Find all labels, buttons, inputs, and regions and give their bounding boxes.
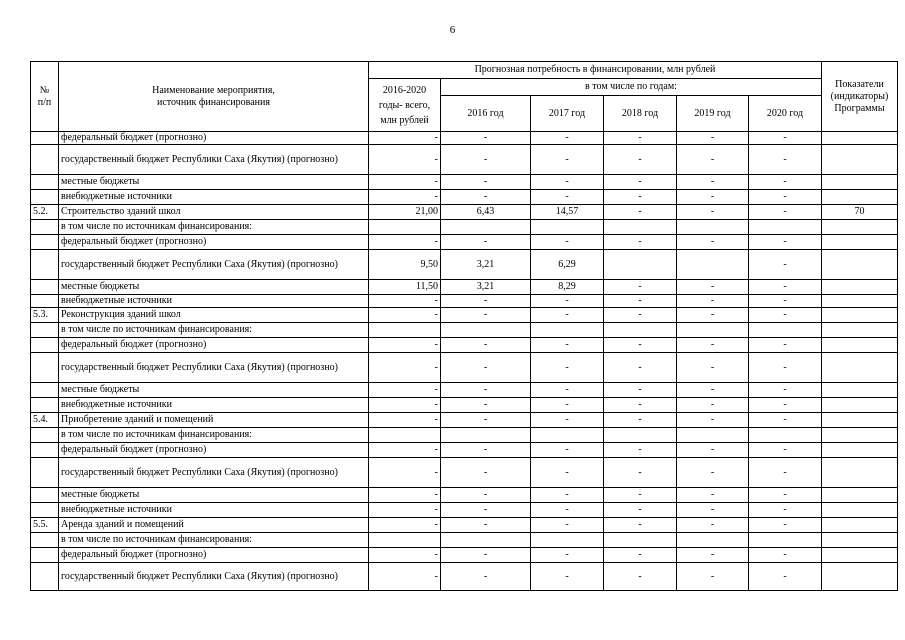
- row-number: 5.4.: [31, 413, 59, 428]
- row-year-value: -: [531, 145, 604, 175]
- row-total: [369, 428, 441, 443]
- row-year-value: -: [677, 145, 749, 175]
- row-year-value: -: [531, 503, 604, 518]
- row-total: -: [369, 338, 441, 353]
- row-indicator: [822, 398, 898, 413]
- row-name: федеральный бюджет (прогнозно): [59, 235, 369, 250]
- table-row: [31, 220, 898, 235]
- row-number: [31, 503, 59, 518]
- row-number: 5.3.: [31, 308, 59, 323]
- row-year-value: -: [531, 383, 604, 398]
- row-year-value: -: [749, 443, 822, 458]
- row-number: [31, 443, 59, 458]
- row-year-value: 8,29: [531, 280, 604, 295]
- row-name: федеральный бюджет (прогнозно): [59, 338, 369, 353]
- row-total: [369, 323, 441, 338]
- row-number: 5.2.: [31, 205, 59, 220]
- row-year-value: [441, 323, 531, 338]
- row-year-value: -: [604, 280, 677, 295]
- row-year-value: -: [749, 503, 822, 518]
- row-year-value: -: [604, 145, 677, 175]
- row-year-value: -: [604, 205, 677, 220]
- financing-table: [30, 61, 898, 591]
- row-year-value: -: [604, 338, 677, 353]
- row-year-value: -: [441, 132, 531, 145]
- row-name: федеральный бюджет (прогнозно): [59, 132, 369, 145]
- row-name: местные бюджеты: [59, 280, 369, 295]
- row-name: в том числе по источникам финансирования:: [59, 220, 369, 235]
- row-name: государственный бюджет Республики Саха (Якутия) (прогнозно): [59, 353, 369, 383]
- row-year-value: -: [441, 175, 531, 190]
- row-year-value: [531, 323, 604, 338]
- row-year-value: [749, 323, 822, 338]
- table-row: [31, 132, 898, 145]
- row-year-value: -: [604, 383, 677, 398]
- row-year-value: 6,43: [441, 205, 531, 220]
- row-total: [369, 533, 441, 548]
- row-year-value: -: [677, 308, 749, 323]
- table-row: [31, 503, 898, 518]
- table-row: [31, 353, 898, 383]
- row-indicator: [822, 235, 898, 250]
- row-year-value: 3,21: [441, 280, 531, 295]
- row-number: [31, 398, 59, 413]
- row-year-value: -: [441, 458, 531, 488]
- table-row: [31, 563, 898, 591]
- table-row: [31, 443, 898, 458]
- row-year-value: 14,57: [531, 205, 604, 220]
- row-year-value: [677, 428, 749, 443]
- row-year-value: -: [749, 518, 822, 533]
- row-year-value: -: [677, 458, 749, 488]
- table-row: [31, 280, 898, 295]
- row-year-value: [677, 323, 749, 338]
- table-row: [31, 488, 898, 503]
- row-year-value: -: [749, 295, 822, 308]
- table-row: [31, 145, 898, 175]
- row-indicator: [822, 413, 898, 428]
- row-year-value: -: [677, 383, 749, 398]
- row-year-value: -: [677, 548, 749, 563]
- row-year-value: -: [677, 338, 749, 353]
- row-year-value: -: [749, 280, 822, 295]
- row-name: государственный бюджет Республики Саха (Якутия) (прогнозно): [59, 250, 369, 280]
- row-total: -: [369, 175, 441, 190]
- row-number: [31, 132, 59, 145]
- row-year-value: [531, 533, 604, 548]
- row-total: -: [369, 443, 441, 458]
- row-year-value: [604, 323, 677, 338]
- row-name: Аренда зданий и помещений: [59, 518, 369, 533]
- row-year-value: -: [531, 295, 604, 308]
- page-number: 6: [449, 24, 456, 36]
- row-name: Реконструкция зданий школ: [59, 308, 369, 323]
- row-year-value: [604, 533, 677, 548]
- row-year-value: -: [677, 295, 749, 308]
- row-year-value: -: [604, 308, 677, 323]
- row-indicator: [822, 458, 898, 488]
- row-total: -: [369, 383, 441, 398]
- row-year-value: -: [604, 488, 677, 503]
- row-name: местные бюджеты: [59, 175, 369, 190]
- row-year-value: -: [677, 280, 749, 295]
- row-number: [31, 220, 59, 235]
- row-indicator: [822, 428, 898, 443]
- row-total: [369, 220, 441, 235]
- row-number: [31, 295, 59, 308]
- row-name: государственный бюджет Республики Саха (Якутия) (прогнозно): [59, 458, 369, 488]
- row-year-value: -: [749, 338, 822, 353]
- row-indicator: [822, 338, 898, 353]
- row-year-value: -: [531, 175, 604, 190]
- row-year-value: -: [604, 190, 677, 205]
- table-row: [31, 383, 898, 398]
- row-year-value: -: [604, 132, 677, 145]
- row-indicator: [822, 175, 898, 190]
- row-indicator: [822, 190, 898, 205]
- row-year-value: -: [531, 518, 604, 533]
- row-total: -: [369, 145, 441, 175]
- row-year-value: [531, 220, 604, 235]
- row-total: -: [369, 295, 441, 308]
- row-year-value: -: [531, 353, 604, 383]
- row-year-value: -: [604, 548, 677, 563]
- row-year-value: [677, 220, 749, 235]
- header-year: 2018 год: [604, 96, 677, 132]
- row-indicator: [822, 488, 898, 503]
- row-year-value: -: [749, 190, 822, 205]
- row-year-value: -: [531, 488, 604, 503]
- row-total: -: [369, 308, 441, 323]
- row-year-value: -: [604, 235, 677, 250]
- row-year-value: -: [604, 175, 677, 190]
- row-number: [31, 548, 59, 563]
- row-name: в том числе по источникам финансирования:: [59, 533, 369, 548]
- row-number: [31, 488, 59, 503]
- row-total: -: [369, 413, 441, 428]
- row-year-value: -: [441, 413, 531, 428]
- row-name: Строительство зданий школ: [59, 205, 369, 220]
- row-year-value: -: [604, 563, 677, 591]
- row-year-value: [677, 250, 749, 280]
- row-total: -: [369, 235, 441, 250]
- row-year-value: -: [677, 413, 749, 428]
- row-year-value: -: [441, 338, 531, 353]
- row-year-value: -: [677, 563, 749, 591]
- row-year-value: -: [531, 308, 604, 323]
- row-year-value: -: [441, 353, 531, 383]
- header-forecast: Прогнозная потребность в финансировании, млн рублей: [369, 62, 822, 79]
- row-year-value: -: [749, 235, 822, 250]
- row-indicator: [822, 250, 898, 280]
- table-body: [31, 132, 898, 591]
- row-year-value: -: [531, 458, 604, 488]
- table-row: [31, 518, 898, 533]
- row-year-value: -: [677, 190, 749, 205]
- row-name: местные бюджеты: [59, 488, 369, 503]
- row-indicator: [822, 308, 898, 323]
- table-row: [31, 295, 898, 308]
- row-year-value: -: [531, 132, 604, 145]
- row-year-value: -: [604, 518, 677, 533]
- row-number: [31, 428, 59, 443]
- row-indicator: [822, 563, 898, 591]
- row-indicator: [822, 353, 898, 383]
- row-year-value: -: [441, 548, 531, 563]
- row-number: [31, 458, 59, 488]
- row-year-value: -: [604, 353, 677, 383]
- row-year-value: -: [749, 132, 822, 145]
- row-number: [31, 145, 59, 175]
- header-year: 2017 год: [531, 96, 604, 132]
- row-name: внебюджетные источники: [59, 398, 369, 413]
- row-year-value: -: [749, 563, 822, 591]
- row-year-value: -: [604, 503, 677, 518]
- row-year-value: [677, 533, 749, 548]
- row-year-value: -: [677, 353, 749, 383]
- row-total: 9,50: [369, 250, 441, 280]
- row-year-value: 6,29: [531, 250, 604, 280]
- row-year-value: -: [749, 548, 822, 563]
- row-name: государственный бюджет Республики Саха (Якутия) (прогнозно): [59, 145, 369, 175]
- row-indicator: [822, 383, 898, 398]
- table-row: [31, 338, 898, 353]
- row-year-value: [441, 428, 531, 443]
- row-year-value: -: [531, 398, 604, 413]
- row-number: [31, 563, 59, 591]
- row-year-value: -: [531, 190, 604, 205]
- row-number: [31, 323, 59, 338]
- row-year-value: -: [677, 488, 749, 503]
- row-year-value: -: [749, 458, 822, 488]
- row-year-value: -: [749, 353, 822, 383]
- header-by-years: в том числе по годам:: [441, 79, 822, 96]
- row-indicator: [822, 518, 898, 533]
- row-year-value: -: [604, 295, 677, 308]
- row-name: федеральный бюджет (прогнозно): [59, 443, 369, 458]
- row-year-value: -: [604, 458, 677, 488]
- row-name: местные бюджеты: [59, 383, 369, 398]
- row-year-value: -: [531, 413, 604, 428]
- row-year-value: -: [531, 235, 604, 250]
- row-year-value: [531, 428, 604, 443]
- table-row: [31, 175, 898, 190]
- row-total: 21,00: [369, 205, 441, 220]
- row-name: государственный бюджет Республики Саха (Якутия) (прогнозно): [59, 563, 369, 591]
- row-name: федеральный бюджет (прогнозно): [59, 548, 369, 563]
- row-number: 5.5.: [31, 518, 59, 533]
- row-year-value: -: [531, 338, 604, 353]
- row-year-value: -: [531, 548, 604, 563]
- row-total: -: [369, 132, 441, 145]
- row-number: [31, 353, 59, 383]
- row-indicator: [822, 443, 898, 458]
- row-year-value: -: [441, 145, 531, 175]
- row-year-value: -: [749, 175, 822, 190]
- table-row: [31, 458, 898, 488]
- row-year-value: -: [677, 518, 749, 533]
- row-name: внебюджетные источники: [59, 503, 369, 518]
- row-year-value: -: [677, 205, 749, 220]
- row-name: внебюджетные источники: [59, 190, 369, 205]
- row-year-value: -: [677, 235, 749, 250]
- table-row: [31, 205, 898, 220]
- table-row: [31, 235, 898, 250]
- row-name: в том числе по источникам финансирования:: [59, 323, 369, 338]
- row-year-value: -: [441, 563, 531, 591]
- row-number: [31, 383, 59, 398]
- table-row: [31, 308, 898, 323]
- row-year-value: -: [677, 175, 749, 190]
- row-number: [31, 338, 59, 353]
- row-number: [31, 190, 59, 205]
- row-year-value: -: [749, 398, 822, 413]
- row-year-value: -: [441, 398, 531, 413]
- row-total: -: [369, 458, 441, 488]
- table-row: [31, 533, 898, 548]
- row-year-value: [749, 428, 822, 443]
- row-year-value: -: [531, 443, 604, 458]
- table-row: [31, 548, 898, 563]
- row-year-value: [604, 250, 677, 280]
- row-year-value: -: [677, 398, 749, 413]
- row-total: -: [369, 518, 441, 533]
- row-total: -: [369, 548, 441, 563]
- row-name: внебюджетные источники: [59, 295, 369, 308]
- row-number: [31, 533, 59, 548]
- row-total: -: [369, 353, 441, 383]
- row-year-value: [749, 533, 822, 548]
- table-row: [31, 428, 898, 443]
- row-year-value: -: [749, 145, 822, 175]
- row-year-value: -: [441, 518, 531, 533]
- row-year-value: -: [604, 443, 677, 458]
- row-indicator: [822, 548, 898, 563]
- row-year-value: -: [441, 308, 531, 323]
- row-total: -: [369, 488, 441, 503]
- table-row: [31, 398, 898, 413]
- header-name: Наименование мероприятия, источник финансирования: [59, 62, 369, 132]
- table-row: [31, 190, 898, 205]
- row-year-value: -: [441, 488, 531, 503]
- header-num: № п/п: [31, 62, 59, 132]
- row-total: -: [369, 398, 441, 413]
- row-year-value: -: [677, 132, 749, 145]
- row-indicator: [822, 132, 898, 145]
- row-number: [31, 235, 59, 250]
- table-row: [31, 413, 898, 428]
- row-number: [31, 175, 59, 190]
- row-total: -: [369, 503, 441, 518]
- row-year-value: -: [441, 443, 531, 458]
- row-indicator: 70: [822, 205, 898, 220]
- table-row: [31, 250, 898, 280]
- row-year-value: -: [441, 503, 531, 518]
- row-indicator: [822, 220, 898, 235]
- row-year-value: -: [677, 503, 749, 518]
- row-indicator: [822, 323, 898, 338]
- header-year: 2020 год: [749, 96, 822, 132]
- row-total: -: [369, 190, 441, 205]
- header-year: 2016 год: [441, 96, 531, 132]
- row-year-value: -: [749, 250, 822, 280]
- row-indicator: [822, 503, 898, 518]
- row-name: Приобретение зданий и помещений: [59, 413, 369, 428]
- row-year-value: [604, 428, 677, 443]
- row-year-value: [749, 220, 822, 235]
- row-year-value: -: [749, 413, 822, 428]
- row-year-value: -: [749, 205, 822, 220]
- table-row: [31, 323, 898, 338]
- row-year-value: -: [441, 190, 531, 205]
- row-year-value: -: [531, 563, 604, 591]
- row-name: в том числе по источникам финансирования:: [59, 428, 369, 443]
- header-indicators: Показатели (индикаторы) Программы: [822, 62, 898, 132]
- row-indicator: [822, 145, 898, 175]
- row-year-value: -: [441, 235, 531, 250]
- header-year: 2019 год: [677, 96, 749, 132]
- row-total: -: [369, 563, 441, 591]
- row-number: [31, 250, 59, 280]
- row-number: [31, 280, 59, 295]
- row-year-value: [441, 220, 531, 235]
- row-year-value: -: [677, 443, 749, 458]
- row-indicator: [822, 533, 898, 548]
- row-year-value: -: [441, 295, 531, 308]
- row-year-value: [441, 533, 531, 548]
- row-year-value: [604, 220, 677, 235]
- header-total: 2016-2020 годы- всего, млн рублей: [369, 79, 441, 132]
- row-year-value: -: [441, 383, 531, 398]
- row-year-value: 3,21: [441, 250, 531, 280]
- row-indicator: [822, 280, 898, 295]
- row-indicator: [822, 295, 898, 308]
- row-total: 11,50: [369, 280, 441, 295]
- row-year-value: -: [749, 308, 822, 323]
- row-year-value: -: [604, 398, 677, 413]
- row-year-value: -: [604, 413, 677, 428]
- row-year-value: -: [749, 383, 822, 398]
- row-year-value: -: [749, 488, 822, 503]
